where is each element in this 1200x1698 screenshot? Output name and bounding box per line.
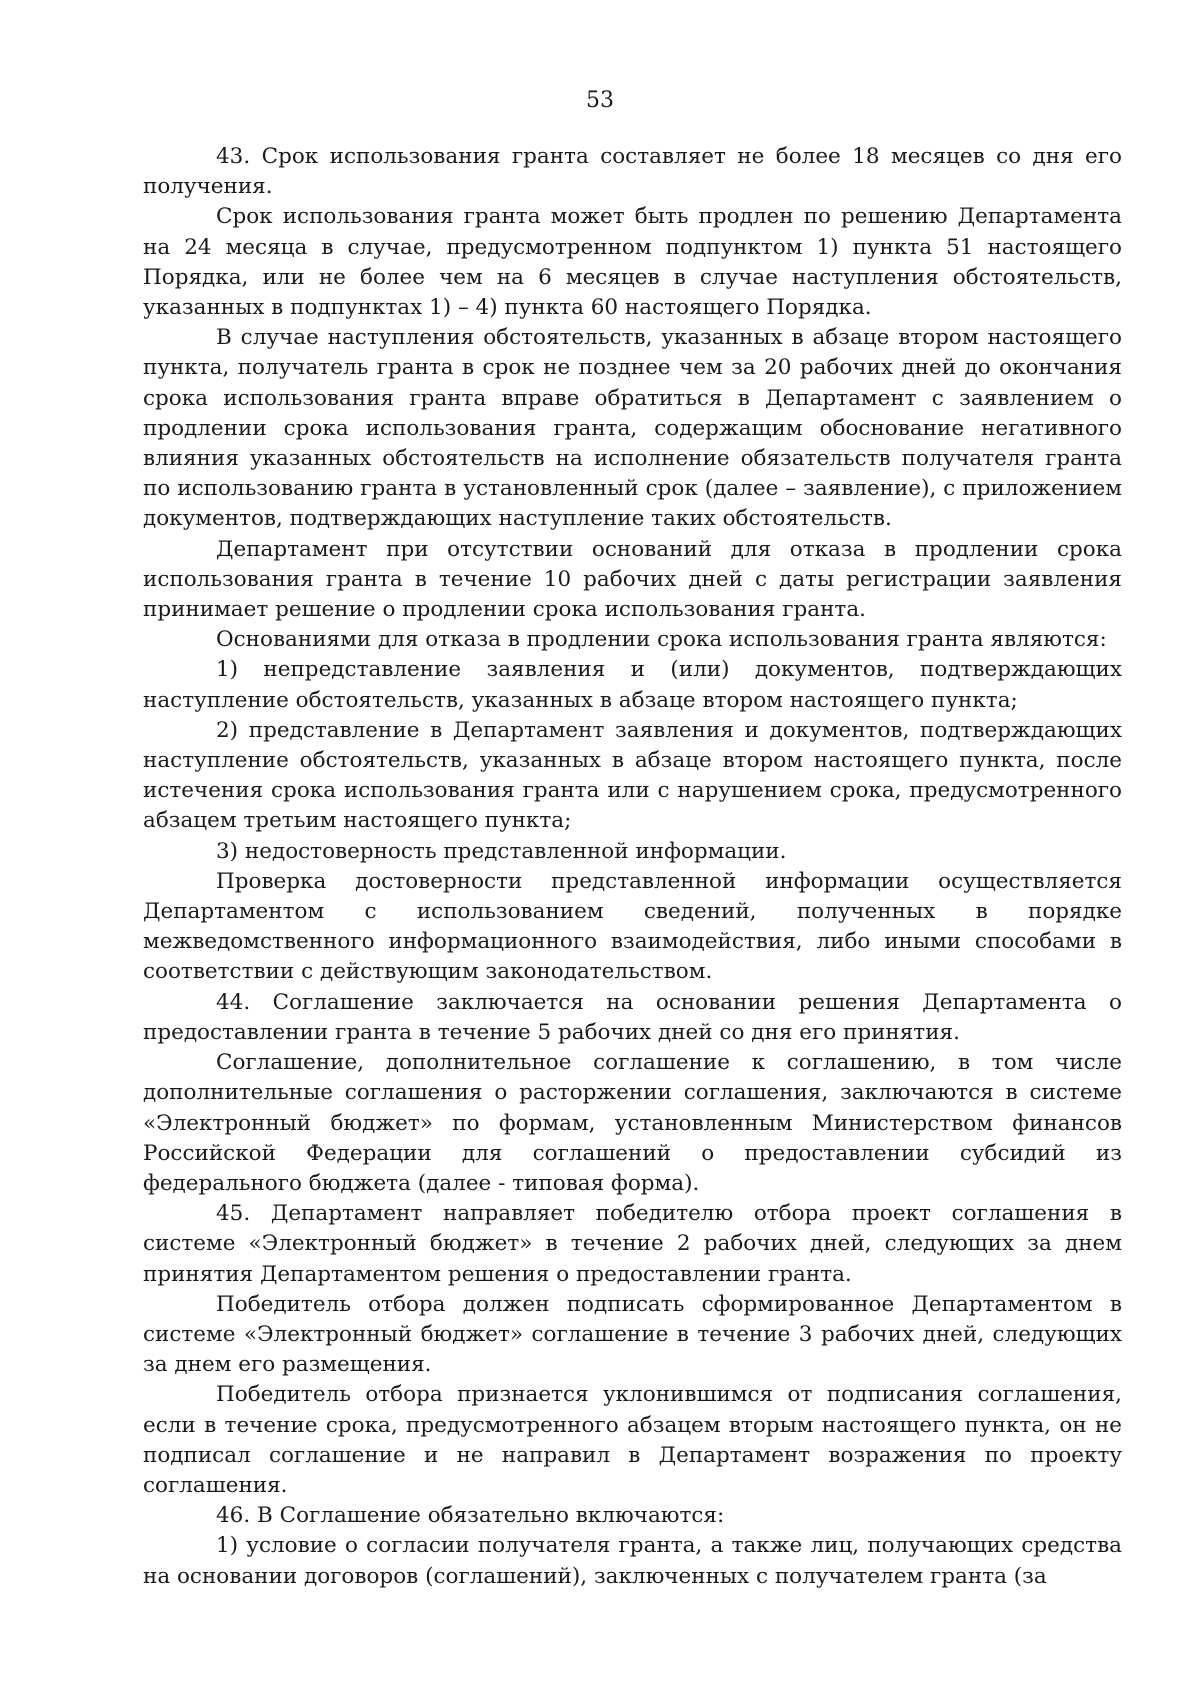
page-number: 53 (586, 88, 614, 113)
paragraph: 3) недостоверность представленной информации. (216, 838, 787, 864)
paragraph: 1) условие о согласии получателя гранта, а также лиц, получающих средства на основании договоров (соглашений), заключенных с получателем гранта (за (143, 1533, 1122, 1589)
paragraph: В случае наступления обстоятельств, указанных в абзаце втором настоящего пункта, получатель гранта в срок не позднее чем за 20 рабочих дней до окончания срока использования гранта вправе обратиться в Департамент с заявлением о продлении срока использования гранта, содержащим обоснование негативного влияния указанных обстоятельств на исполнение обязательств получателя гранта по использованию гранта в установленный срок (далее – заявление), с приложением документов, подтверждающих наступление таких обстоятельств. (143, 325, 1122, 532)
paragraph: Департамент при отсутствии оснований для отказа в продлении срока использования гранта в течение 10 рабочих дней с даты регистрации заявления принимает решение о продлении срока использования гранта. (143, 536, 1122, 623)
paragraph: 45. Департамент направляет победителю отбора проект соглашения в системе «Электронный бюджет» в течение 2 рабочих дней, следующих за днем принятия Департаментом решения о предоставлении гранта. (143, 1201, 1122, 1287)
paragraph: Срок использования гранта может быть продлен по решению Департамента на 24 месяца в случае, предусмотренном подпунктом 1) пункта 51 настоящего Порядка, или не более чем на 6 месяцев в случае наступления обстоятельств, указанных в подпунктах 1) – 4) пункта 60 настоящего Порядка. (143, 204, 1122, 321)
paragraph: 2) представление в Департамент заявления и документов, подтверждающих наступление обстоятельств, указанных в абзаце втором настоящего пункта, после истечения срока использования гранта или с нарушением срока, предусмотренного абзацем третьим настоящего пункта; (143, 717, 1122, 834)
paragraph: Основаниями для отказа в продлении срока использования гранта являются: (216, 627, 1107, 653)
paragraph: Соглашение, дополнительное соглашение к соглашению, в том числе дополнительные соглашения о расторжении соглашения, заключаются в системе «Электронный бюджет» по формам, установленным Министерством финансов Российской Федерации для соглашений о предоставлении субсидий из федерального бюджета (далее - типовая форма). (143, 1050, 1122, 1196)
document-body (143, 142, 1122, 1592)
paragraph: 1) непредставление заявления и (или) документов, подтверждающих наступление обстоятельств, указанных в абзаце втором настоящего пункта; (143, 657, 1122, 713)
paragraph: 46. В Соглашение обязательно включаются: (216, 1503, 725, 1529)
paragraph: 44. Соглашение заключается на основании решения Департамента о предоставлении гранта в течение 5 рабочих дней со дня его принятия. (143, 989, 1122, 1045)
paragraph: Победитель отбора должен подписать сформированное Департаментом в системе «Электронный бюджет» соглашение в течение 3 рабочих дней, следующих за днем его размещения. (143, 1291, 1122, 1378)
paragraph: 43. Срок использования гранта составляет не более 18 месяцев со дня его получения. (143, 144, 1122, 200)
paragraph: Проверка достоверности представленной информации осуществляется Департаментом с использованием сведений, полученных в порядке межведомственного информационного взаимодействия, либо иными способами в соответствии с действующим законодательством. (143, 868, 1122, 985)
paragraph: Победитель отбора признается уклонившимся от подписания соглашения, если в течение срока, предусмотренного абзацем вторым настоящего пункта, он не подписал соглашение и не направил в Департамент возражения по проекту соглашения. (143, 1382, 1122, 1498)
